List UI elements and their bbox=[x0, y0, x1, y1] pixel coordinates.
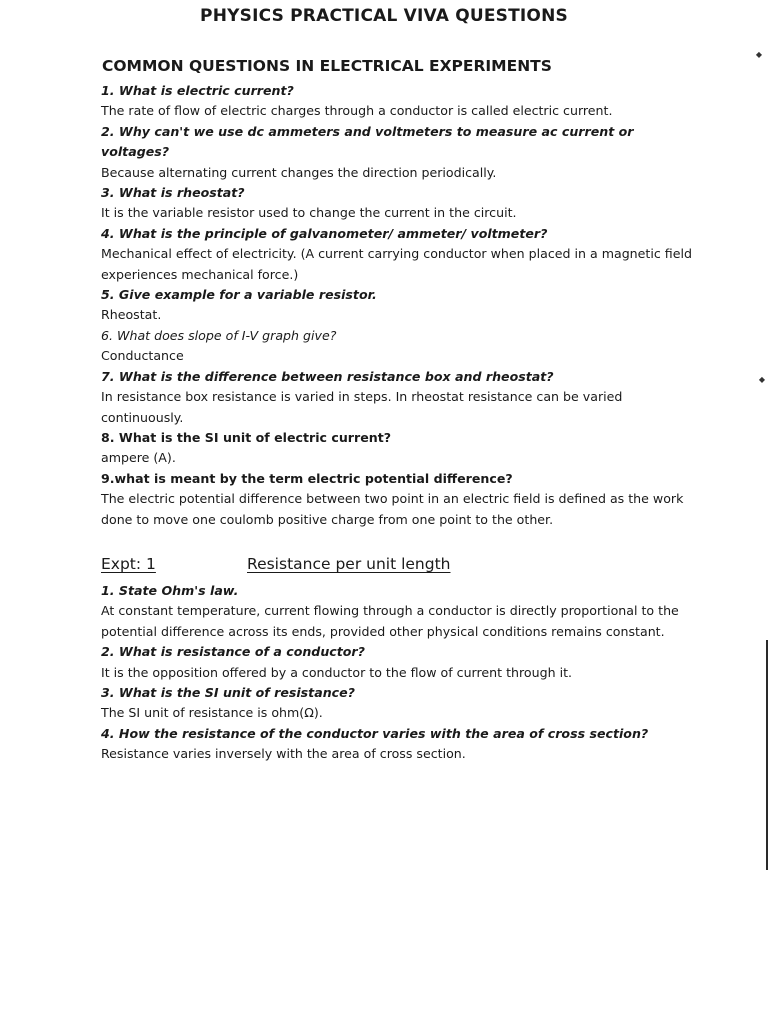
experiment-label: Expt: 1 bbox=[101, 555, 156, 573]
question: 3. What is rheostat? bbox=[101, 185, 245, 201]
scan-mark: ◆ bbox=[755, 50, 762, 59]
page-title: PHYSICS PRACTICAL VIVA QUESTIONS bbox=[200, 6, 568, 26]
answer: The rate of flow of electric charges through a conductor is called electric current. bbox=[101, 103, 613, 119]
question: 3. What is the SI unit of resistance? bbox=[101, 685, 355, 701]
question: 2. Why can't we use dc ammeters and voltmeters to measure ac current or voltages? bbox=[101, 123, 634, 160]
answer: It is the opposition offered by a conductor to the flow of current through it. bbox=[101, 664, 573, 680]
experiment-heading bbox=[101, 555, 451, 573]
scan-mark: ◆ bbox=[758, 375, 765, 384]
answer: ampere (A). bbox=[101, 450, 176, 466]
question: 4. What is the principle of galvanometer/ ammeter/ voltmeter? bbox=[101, 225, 548, 241]
question: 2. What is resistance of a conductor? bbox=[101, 644, 365, 660]
answer: Resistance varies inversely with the area of cross section. bbox=[101, 746, 466, 762]
section-heading-common: COMMON QUESTIONS IN ELECTRICAL EXPERIMENTS bbox=[102, 57, 552, 75]
answer: In resistance box resistance is varied in steps. In rheostat resistance can be varied continuously. bbox=[101, 389, 623, 425]
answer: At constant temperature, current flowing through a conductor is directly proportional to the potential difference across its ends, provided other physical conditions remains constant. bbox=[101, 603, 679, 639]
answer: The electric potential difference between two point in an electric field is defined as the work done to move one coulomb positive charge from one point to the other. bbox=[101, 491, 684, 527]
answer: Conductance bbox=[101, 348, 184, 364]
question: 9.what is meant by the term electric potential difference? bbox=[101, 470, 513, 486]
question: 6. What does slope of I-V graph give? bbox=[101, 327, 337, 343]
question: 7. What is the difference between resistance box and rheostat? bbox=[101, 368, 554, 384]
qa-list-common bbox=[101, 81, 701, 530]
experiment-title: Resistance per unit length bbox=[247, 555, 451, 573]
question: 1. State Ohm's law. bbox=[101, 583, 239, 598]
question: 4. How the resistance of the conductor varies with the area of cross section? bbox=[101, 725, 649, 741]
answer: Rheostat. bbox=[101, 307, 162, 323]
qa-list-experiment bbox=[101, 581, 701, 765]
question: 8. What is the SI unit of electric current? bbox=[101, 429, 392, 445]
answer: Because alternating current changes the direction periodically. bbox=[101, 164, 497, 180]
answer: Mechanical effect of electricity. (A current carrying conductor when placed in a magnetic field experiences mechanical force.) bbox=[101, 246, 692, 282]
answer: It is the variable resistor used to change the current in the circuit. bbox=[101, 205, 517, 221]
question: 1. What is electric current? bbox=[101, 83, 294, 98]
answer: The SI unit of resistance is ohm(Ω). bbox=[101, 705, 323, 721]
question: 5. Give example for a variable resistor. bbox=[101, 287, 377, 303]
